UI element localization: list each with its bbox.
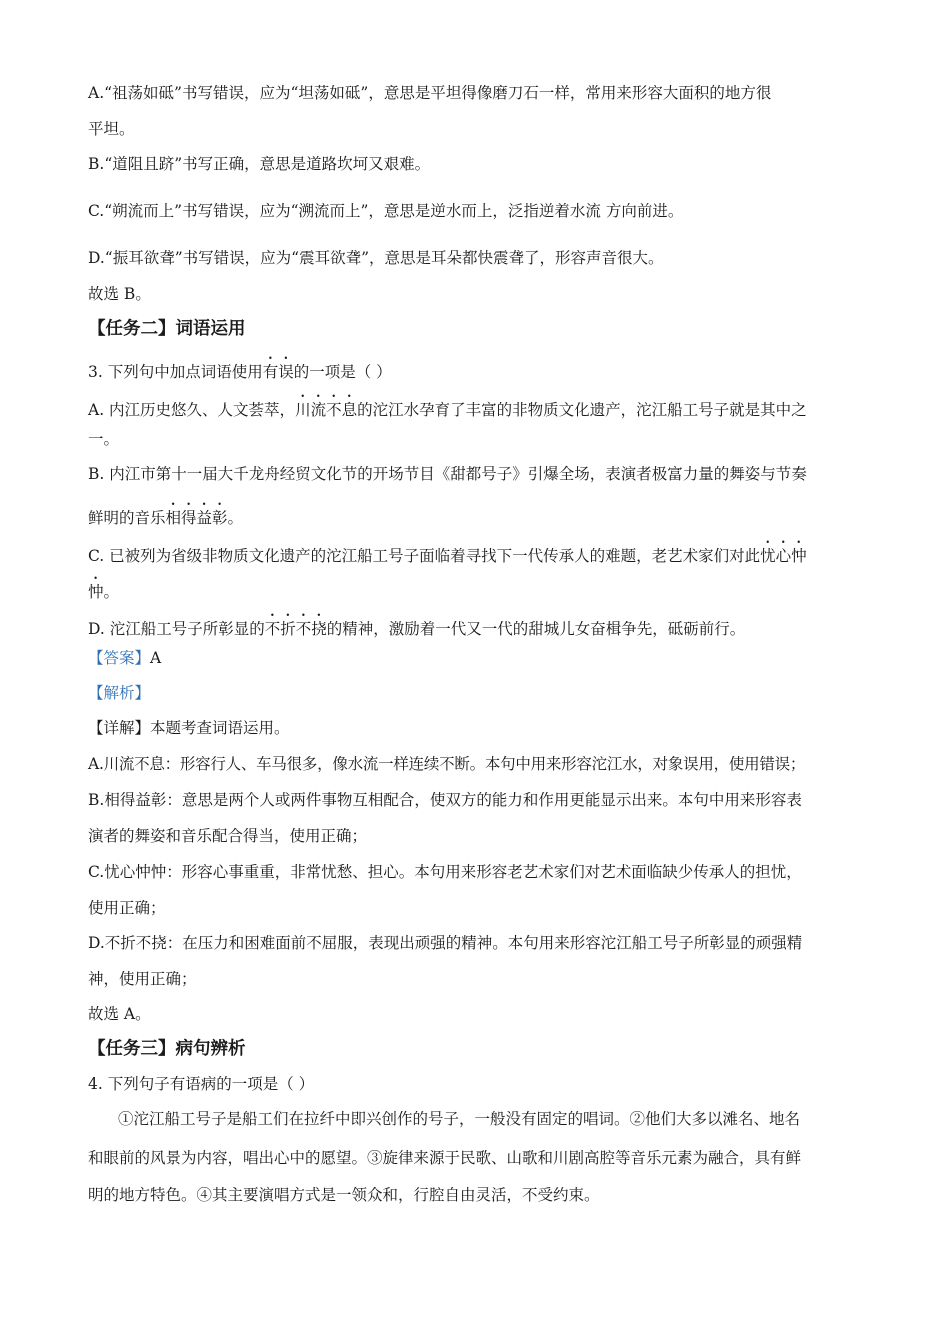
q3-answer (88, 647, 864, 669)
answer-label: 【答案】 (88, 649, 151, 667)
q3-stem (88, 354, 864, 383)
q3-c-pre: C. 已被列为省级非物质文化遗产的沱江船工号子面临着寻找下一代传承人的难题，老艺术家们对此 (88, 547, 761, 565)
q3-option-a (88, 392, 864, 421)
q4-passage-line3: 明的地方特色。④其主要演唱方式是一领众和，行腔自由灵活，不受约束。 (88, 1186, 600, 1204)
exp-d-line2: 神，使用正确； (88, 970, 197, 988)
q4-passage-line2: 和眼前的风景为内容，唱出心中的愿望。③旋律来源于民歌、山歌和川剧高腔等音乐元素为融合，具有鲜 (88, 1149, 802, 1167)
q3-stem-post: 的一项是（ ） (293, 363, 392, 381)
task2-heading: 【任务二】词语运用 (88, 319, 246, 339)
q3-stem-dotted: 有误 (262, 363, 294, 381)
q3-a-pre: A. 内江历史悠久、人文荟萃， (88, 401, 296, 419)
q2-option-c: C.“朔流而上”书写错误，应为“溯流而上”，意思是逆水而上，泛指逆着水流 方向前进。 (88, 202, 684, 220)
q3-conclusion: 故选 A。 (88, 1005, 151, 1023)
q3-option-b-line2 (88, 500, 864, 529)
q2-option-d: D.“振耳欲聋”书写错误，应为“震耳欲聋”，意思是耳朵都快震聋了，形容声音很大。 (88, 249, 664, 267)
q3-b-post: 。 (227, 509, 244, 527)
exp-c-line1: C.忧心忡忡：形容心事重重，非常忧愁、担心。本句用来形容老艺术家们对艺术面临缺少传承人的担忧， (88, 863, 802, 881)
exp-a: A.川流不息：形容行人、车马很多，像水流一样连续不断。本句中用来形容沱江水，对象误用，使用错误； (88, 755, 806, 773)
q3-option-c-line1 (88, 538, 864, 567)
q3-stem-pre: 3. 下列句中加点词语使用 (88, 363, 263, 381)
q4-stem: 4. 下列句子有语病的一项是（ ） (88, 1075, 315, 1093)
q3-option-b-line1: B. 内江市第十一届大千龙舟经贸文化节的开场节目《甜都号子》引爆全场，表演者极富力量的舞姿与节奏 (88, 465, 807, 483)
q3-a-post: 的沱江水孕育了丰富的非物质文化遗产，沱江船工号子就是其中之 (357, 401, 807, 419)
answer-value: A (150, 649, 162, 667)
q3-b-dotted: 相得益彰 (165, 509, 228, 527)
q2-option-a-line2: 平坦。 (88, 120, 135, 138)
q3-d-pre: D. 沱江船工号子所彰显的 (88, 620, 265, 638)
q3-d-post: 的精神，激励着一代又一代的甜城儿女奋楫争先，砥砺前行。 (326, 620, 746, 638)
q3-a-dotted: 川流不息 (295, 401, 358, 419)
exp-b-line1: B.相得益彰：意思是两个人或两件事物互相配合，使双方的能力和作用更能显示出来。本句中用来形容表 (88, 791, 802, 809)
q3-c-post: 。 (103, 583, 120, 601)
q4-passage-line1: ①沱江船工号子是船工们在拉纤中即兴创作的号子，一般没有固定的唱词。②他们大多以滩名、地名 (118, 1110, 801, 1128)
analysis-label: 【解析】 (88, 684, 151, 702)
exp-c-line2: 使用正确； (88, 899, 166, 917)
q2-option-b: B.“道阻且跻”书写正确，意思是道路坎坷又艰难。 (88, 155, 431, 173)
q3-c-dotted-2: 忡 (88, 583, 104, 601)
detail-intro: 【详解】本题考查词语运用。 (88, 719, 290, 737)
q3-option-c-line2 (88, 574, 864, 603)
q3-c-dotted: 忧心忡 (760, 547, 807, 565)
exp-b-line2: 演者的舞姿和音乐配合得当，使用正确； (88, 827, 368, 845)
q2-conclusion: 故选 B。 (88, 285, 151, 303)
q3-d-dotted: 不折不挠 (264, 620, 327, 638)
q2-option-a-line1: A.“祖荡如砥”书写错误，应为“坦荡如砥”，意思是平坦得像磨刀石一样，常用来形容大面积的地方很 (88, 84, 772, 102)
q3-option-a-line2: 一。 (88, 430, 120, 448)
q3-option-d (88, 611, 864, 640)
task3-heading: 【任务三】病句辨析 (88, 1039, 246, 1059)
exp-d-line1: D.不折不挠：在压力和困难面前不屈服，表现出顽强的精神。本句用来形容沱江船工号子所彰显的顽强精 (88, 934, 803, 952)
q3-b-pre: 鲜明的音乐 (88, 509, 166, 527)
